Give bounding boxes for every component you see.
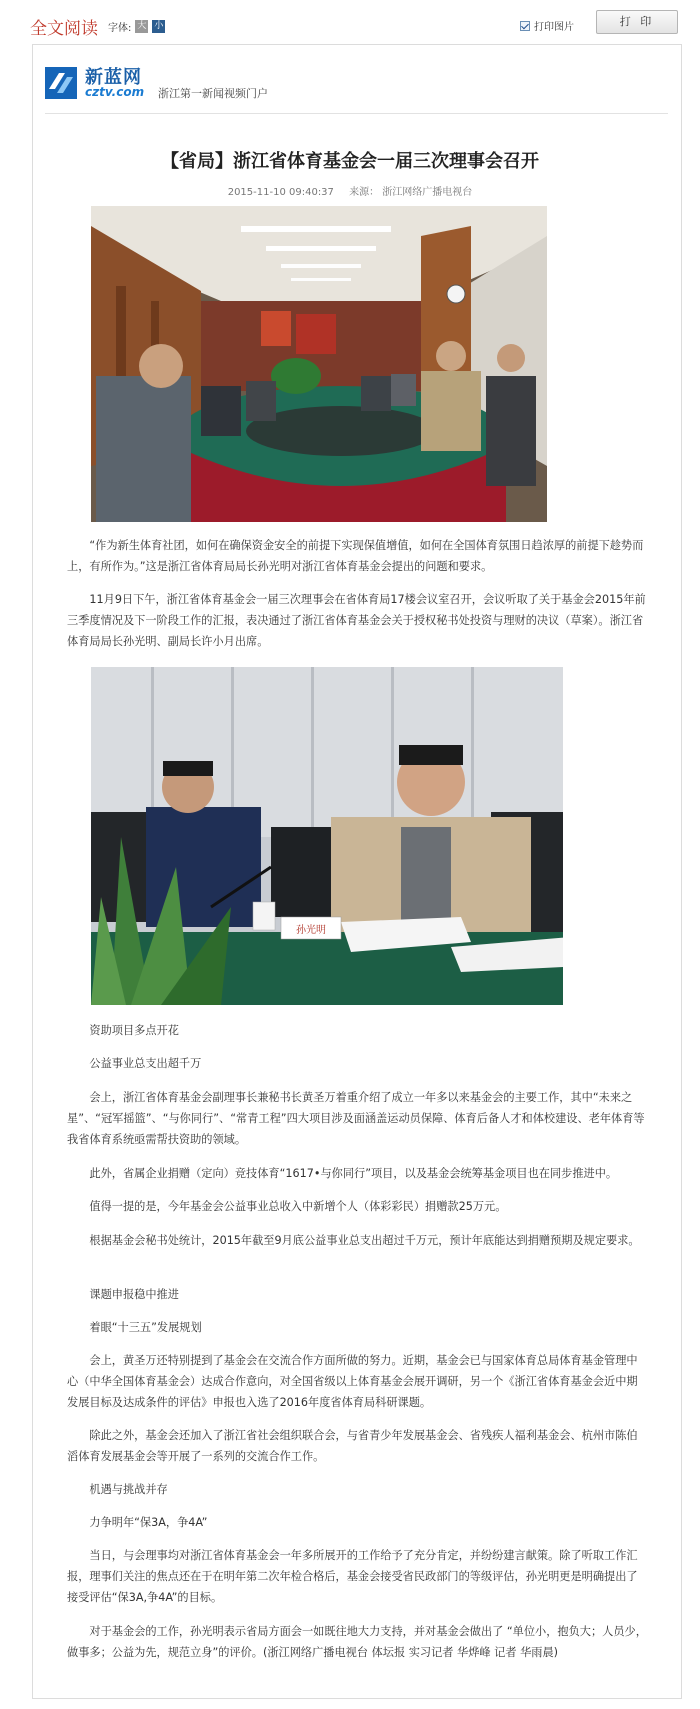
print-images-label: 打印图片 [534, 22, 574, 33]
paragraph-7: 会上，黄圣万还特别提到了基金会在交流合作方面所做的努力。近期，基金会已与国家体育总局体育基金管理中心（中华全国体育基金会）达成合作意向，对全国省级以上体育基金会展开调研，另一个《浙江省体育基金会近中期发展目标及达成条件的评估》申报也入选了2016年度省体育局科研课题。 [67, 1354, 638, 1409]
article-title: 【省局】浙江省体育基金会一届三次理事会召开 [161, 151, 539, 172]
paragraph-2: 11月9日下午，浙江省体育基金会一届三次理事会在省体育局17楼会议室召开，会议听取了关于基金会2015年前三季度情况及下一阶段工作的汇报，表决通过了浙江省体育基金会关于授权秘书处投资与理财的决议（草案）。浙江省体育局局长孙光明、副局长许小月出席。 [67, 593, 646, 648]
article-datetime: 2015-11-10 09:40:37 [227, 187, 334, 198]
font-size-control [108, 19, 165, 34]
paragraph-9: 当日，与会理事均对浙江省体育基金会一年多所展开的工作给予了充分肯定，并纷纷建言献策。除了听取工作汇报，理事们关注的焦点还在于在明年第二次年检合格后，基金会接受省民政部门的等级评估，孙光明更是明确提出了接受评估“保3A,争4A”的目标。 [67, 1549, 638, 1604]
print-images-checkbox[interactable] [520, 21, 530, 31]
font-large-button[interactable]: 大 [137, 21, 147, 31]
paragraph-3: 会上，浙江省体育基金会副理事长兼秘书长黄圣万着重介绍了成立一年多以来基金会的主要工作，其中“未来之星”、“冠军摇篮”、“与你同行”、“常青工程”四大项目涉及面涵盖运动员保障、体育后备人才和体校建设、老年体育等我省体育系统亟需帮扶资助的领域。 [67, 1091, 645, 1146]
logo-domain: cztv.com [85, 85, 145, 99]
cztv-logo-icon [45, 67, 77, 99]
font-small-button[interactable]: 小 [154, 21, 164, 31]
subheading-1: 资助项目多点开花 [89, 1024, 179, 1037]
subheading-2: 公益事业总支出超千万 [89, 1057, 202, 1070]
speaker-nameplate-text: 孙光明 [296, 925, 326, 936]
subheading-5: 机遇与挑战并存 [89, 1483, 168, 1496]
paragraph-6: 根据基金会秘书处统计，2015年截至9月底公益事业总支出超过千万元，预计年底能达到捐赠预期及规定要求。 [89, 1234, 640, 1247]
paragraph-10: 对于基金会的工作，孙光明表示省局方面会一如既往地大力支持，并对基金会做出了 “单位小，抱负大；人员少，做事多；公益为先，规范立身”的评价。(浙江网络广播电视台 体坛报 实习记者 华烨峰 记者 华雨晨) [67, 1625, 647, 1659]
paragraph-1: “作为新生体育社团，如何在确保资金安全的前提下实现保值增值，如何在全国体育氛围日趋浓厚的前提下趁势而上，有所作为。”这是浙江省体育局局长孙光明对浙江省体育基金会提出的问题和要求。 [67, 539, 644, 573]
speakers-photo [91, 667, 563, 1005]
paragraph-8: 除此之外，基金会还加入了浙江省社会组织联合会，与省青少年发展基金会、省残疾人福利基金会、杭州市陈伯滔体育发展基金会等开展了一系列的交流合作工作。 [67, 1429, 638, 1463]
full-text-reading-title: 全文阅读 [30, 19, 98, 39]
header-divider [45, 113, 668, 114]
site-header [45, 63, 685, 103]
article-meta [0, 183, 700, 198]
subheading-6: 力争明年“保3A，争4A” [89, 1516, 208, 1529]
print-button[interactable]: 打 印 [596, 10, 678, 34]
subheading-3: 课题申报稳中推进 [89, 1288, 179, 1301]
paragraph-5: 值得一提的是，今年基金会公益事业总收入中新增个人（体彩彩民）捐赠款25万元。 [89, 1200, 507, 1213]
subheading-4: 着眼“十三五”发展规划 [89, 1321, 202, 1334]
article-source: 来源： 浙江网络广播电视台 [349, 187, 473, 198]
site-slogan: 浙江第一新闻视频门户 [158, 87, 268, 100]
font-size-label: 字体: [108, 23, 132, 34]
logo-chinese-name: 新蓝网 [85, 67, 142, 88]
print-images-toggle[interactable] [520, 18, 574, 33]
conference-room-image [91, 206, 547, 522]
paragraph-4: 此外，省属企业捐赠（定向）竞技体育“1617•与你同行”项目，以及基金会统筹基金项目也在同步推进中。 [89, 1167, 618, 1180]
conference-room-photo [91, 206, 547, 522]
speakers-image [91, 667, 563, 1005]
